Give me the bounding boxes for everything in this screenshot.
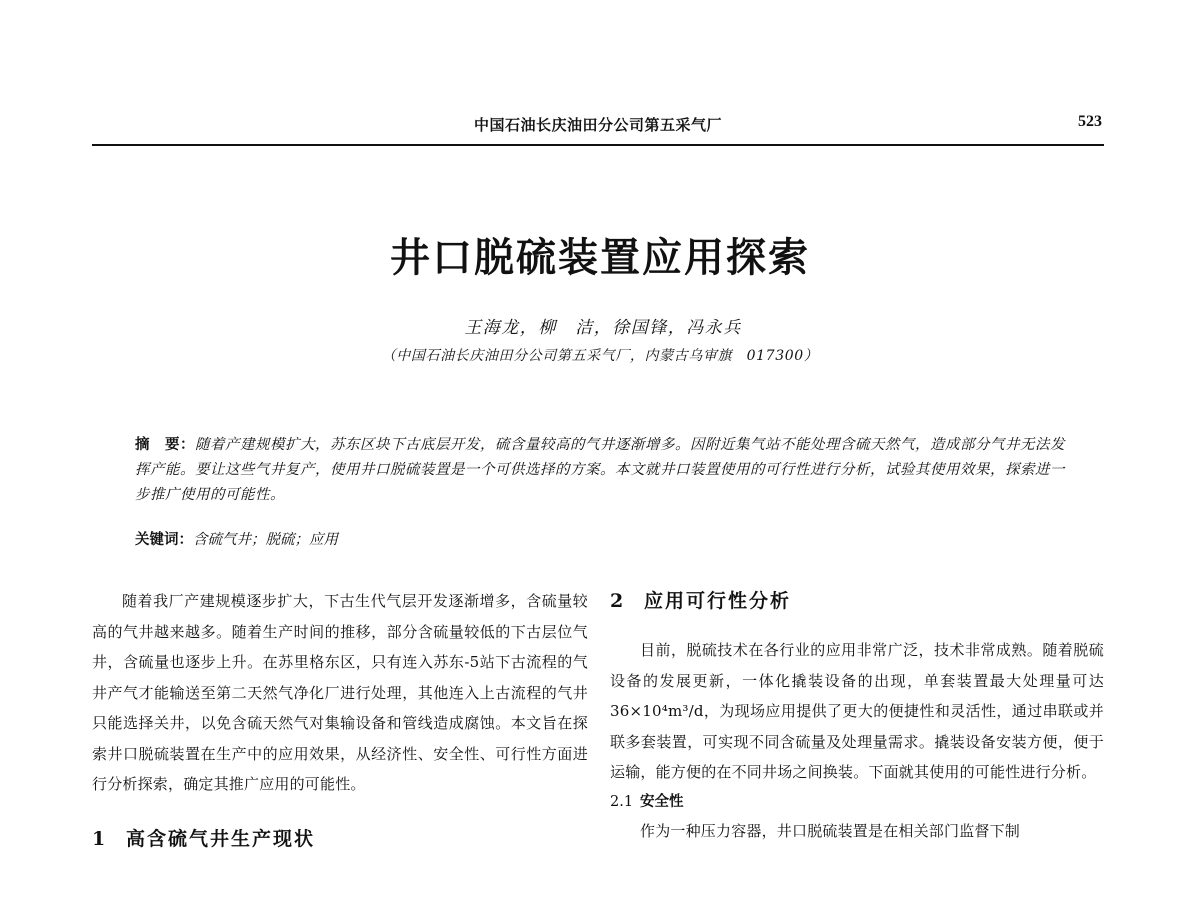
running-title: 中国石油长庆油田分公司第五采气厂: [473, 116, 722, 134]
paper-authors: 王海龙，柳 洁，徐国锋，冯永兵: [464, 318, 742, 338]
subsection-heading-2-1: [610, 788, 1104, 816]
subsection-title: 安全性: [640, 793, 684, 810]
abstract-text: 随着产建规模扩大，苏东区块下古底层开发，硫含量较高的气井逐渐增多。因附近集气站不能处理含硫天然气，造成部分气井无法发挥产能。要让这些气井复产，使用井口脱硫装置是一个可供选择的方案。本文就井口装置使用的可行性进行分析，试验其使用效果，探索进一步推广使用的可能性。: [135, 437, 1065, 503]
section-number: 1: [92, 827, 108, 850]
section-heading-1: [92, 824, 588, 854]
header-rule: [92, 144, 1104, 146]
keywords: [135, 528, 1070, 553]
intro-paragraph: 随着我厂产建规模逐步扩大，下古生代气层开发逐渐增多，含硫量较高的气井越来越多。随着生产时间的推移，部分含硫量较低的下古层位气井，含硫量也逐步上升。在苏里格东区，只有连入苏东-5站下古流程的气井产气才能输送至第二天然气净化厂进行处理，其他连入上古流程的气井只能选择关井，以免含硫天然气对集输设备和管线造成腐蚀。本文旨在探索井口脱硫装置在生产中的应用效果，从经济性、安全性、可行性方面进行分析探索，确定其推广应用的可能性。: [92, 592, 588, 793]
section-title: 高含硫气井生产现状: [126, 827, 316, 850]
section-title: 应用可行性分析: [644, 590, 792, 612]
abstract-label: 摘 要：: [135, 437, 195, 453]
paper-title: 井口脱硫装置应用探索: [390, 235, 810, 281]
abstract: [135, 433, 1070, 508]
left-column: [92, 586, 588, 854]
page-number: 523: [1078, 113, 1102, 130]
section2-paragraph: 目前，脱硫技术在各行业的应用非常广泛，技术非常成熟。随着脱硫设备的发展更新，一体化撬装设备的出现，单套装置最大处理量可达36×10⁴m³/d，为现场应用提供了更大的便捷性和灵活性，通过串联或并联多套装置，可实现不同含硫量及处理量需求。撬装设备安装方便，便于运输，能方便的在不同井场之间换装。下面就其使用的可能性进行分析。: [610, 641, 1104, 781]
subsection-number: 2.1: [610, 793, 634, 810]
right-column: [610, 586, 1104, 846]
section-heading-2: [610, 586, 1104, 616]
paper-affiliation: （中国石油长庆油田分公司第五采气厂，内蒙古乌审旗 017300）: [381, 348, 819, 364]
running-header: [92, 111, 1104, 137]
keywords-label: 关键词：: [135, 532, 193, 548]
keywords-text: 含硫气井；脱硫；应用: [193, 532, 338, 548]
subsection-paragraph: 作为一种压力容器，井口脱硫装置是在相关部门监督下制: [640, 821, 1021, 840]
section-number: 2: [610, 590, 626, 612]
